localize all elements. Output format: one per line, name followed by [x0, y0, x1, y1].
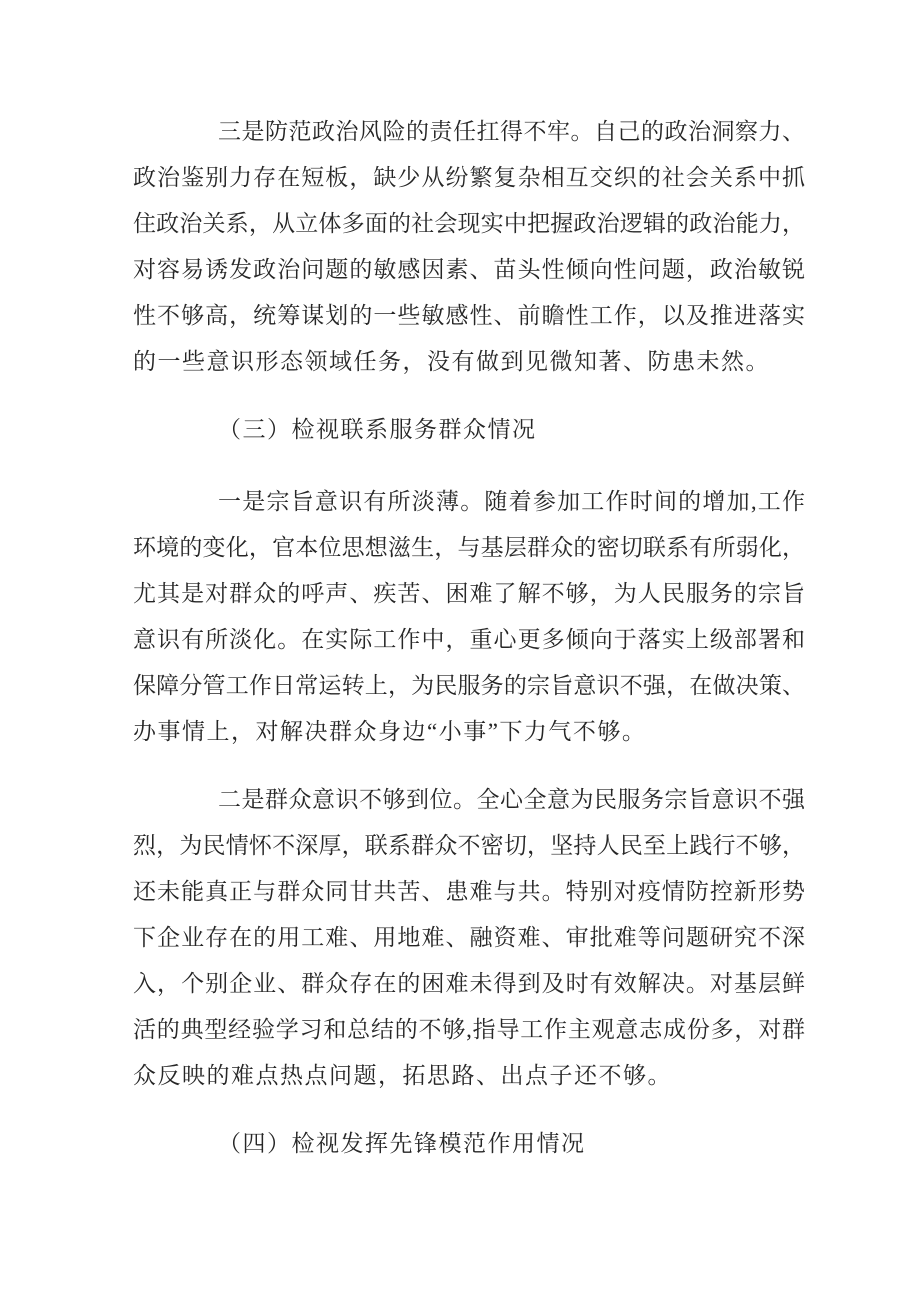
- text-line: 烈，为民情怀不深厚，联系群众不密切，坚持人民至上践行不够，: [133, 833, 805, 858]
- text-line: 意识有所淡化。在实际工作中，重心更多倾向于落实上级部署和: [133, 627, 805, 652]
- text-line: 住政治关系，从立体多面的社会现实中把握政治逻辑的政治能力，: [133, 211, 805, 236]
- text-line: 三是防范政治风险的责任扛得不牢。自己的政治洞察力、: [218, 119, 805, 144]
- para-mass-awareness: [133, 777, 805, 1099]
- text-line: 办事情上，对解决群众身边“小事”下力气不够。: [133, 719, 647, 744]
- document-content: [133, 109, 805, 1167]
- text-line: 活的典型经验学习和总结的不够,指导工作主观意志成份多，对群: [133, 1017, 805, 1042]
- para-political-risk-responsibility: [133, 109, 805, 385]
- text-line: 的一些意识形态领域任务，没有做到见微知著、防患未然。: [133, 349, 770, 374]
- text-line: 政治鉴别力存在短板，缺少从纷繁复杂相互交织的社会关系中抓: [133, 165, 805, 190]
- para-purpose-awareness: [133, 479, 805, 755]
- text-line: 保障分管工作日常运转上，为民服务的宗旨意识不强，在做决策、: [133, 673, 805, 698]
- text-line: 下企业存在的用工难、用地难、融资难、审批难等问题研究不深: [133, 925, 805, 950]
- text-line: 性不够高，统筹谋划的一些敏感性、前瞻性工作，以及推进落实: [133, 303, 805, 328]
- text-line: 尤其是对群众的呼声、疾苦、困难了解不够，为人民服务的宗旨: [133, 581, 805, 606]
- heading-section-three: （三）检视联系服务群众情况: [218, 417, 537, 442]
- heading-section-four: （四）检视发挥先锋模范作用情况: [218, 1131, 586, 1156]
- text-line: 还未能真正与群众同甘共苦、患难与共。特别对疫情防控新形势: [133, 879, 805, 904]
- text-line: 二是群众意识不够到位。全心全意为民服务宗旨意识不强: [218, 787, 805, 812]
- text-line: 一是宗旨意识有所淡薄。随着参加工作时间的增加,工作: [218, 489, 805, 514]
- text-line: 入，个别企业、群众存在的困难未得到及时有效解决。对基层鲜: [133, 971, 805, 996]
- text-line: 对容易诱发政治问题的敏感因素、苗头性倾向性问题，政治敏锐: [133, 257, 805, 282]
- text-line: 环境的变化，官本位思想滋生，与基层群众的密切联系有所弱化，: [133, 535, 805, 560]
- text-line: 众反映的难点热点问题，拓思路、出点子还不够。: [133, 1063, 672, 1088]
